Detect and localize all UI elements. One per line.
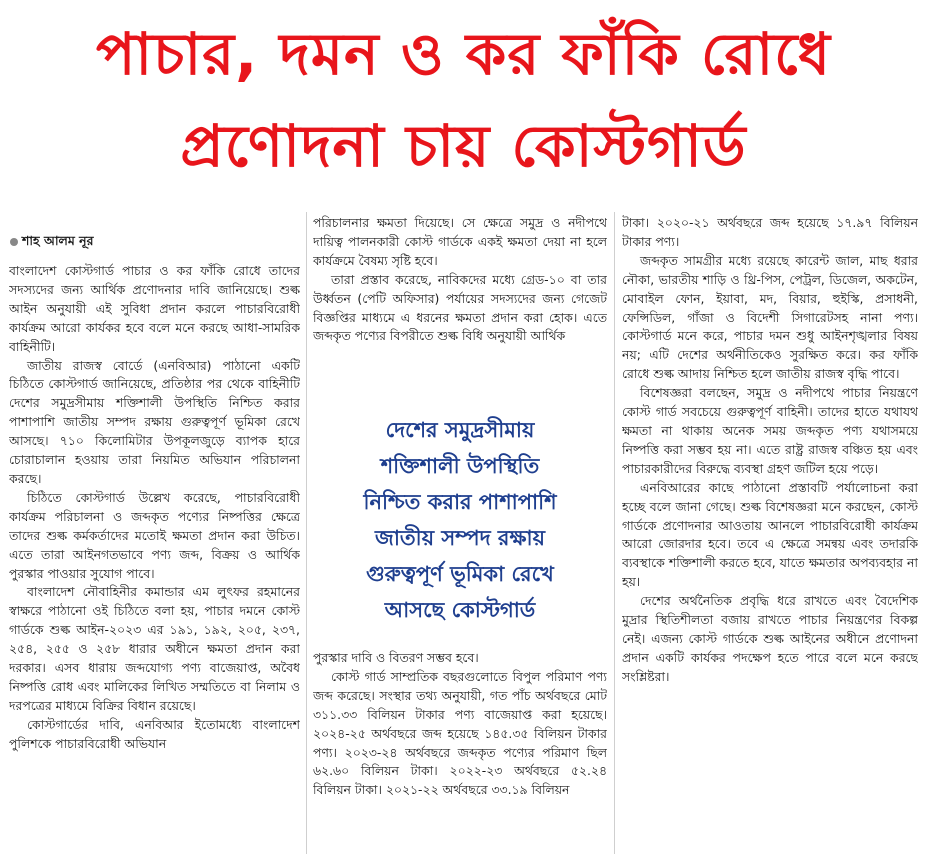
paragraph: কোস্টগার্ডের দাবি, এনবিআর ইতোমধ্যে বাংলাদেশ পুলিশকে পাচারবিরোধী অভিযান [9, 716, 300, 751]
article-column-2-top [313, 214, 607, 402]
pull-quote-line: গুরুত্বপূর্ণ ভূমিকা রেখে [366, 562, 554, 586]
paragraph: বাংলাদেশ নৌবাহিনীর কমান্ডার এম লুৎফর রহমানের স্বাক্ষরে পাঠানো ওই চিঠিতে বলা হয়, পাচার দমনে কোস্ট গার্ডকে শুল্ক আইন-২০২৩ এর ১৯১, ১৯২, ২০৫, ২৩৭, ২৫৪, ২৫৫ ও ২৫৮ ধারার অধীনে ক্ষমতা প্রদান করা দরকার। এসব ধারায় জব্দযোগ্য পণ্য বাজেয়াপ্ত, অবৈধ নিষ্পত্তি রোধ এবং মালিকের লিখিত সম্মতিতে বা নিলাম ও দরপত্রের মাধ্যমে বিক্রির বিধান রয়েছে। [9, 584, 300, 713]
paragraph: পুরস্কার দাবি ও বিতরণ সম্ভব হবে। [313, 650, 479, 665]
article-column-2-bottom [313, 649, 607, 854]
byline [10, 233, 93, 253]
paragraph: বিশেষজ্ঞরা বলছেন, সমুদ্র ও নদীপথে পাচার নিয়ন্ত্রণে কোস্ট গার্ড সবচেয়ে গুরুত্বপূর্ণ বাহিনী। তাদের হাতে যথাযথ ক্ষমতা না থাকায় অনেক সময় জব্দকৃত পণ্য যথাসময়ে নিষ্পত্তি করা সম্ভব হয় না। এতে রাষ্ট্র রাজস্ব বঞ্চিত হয় এবং পাচারকারীদের বিরুদ্ধে ব্যবস্থা গ্রহণ জটিল হয়ে পড়ে। [622, 385, 918, 476]
pull-quote-line: আসছে কোস্টগার্ড [384, 598, 536, 622]
byline-author: শাহ আলম নূর [22, 233, 94, 248]
pull-quote-line: দেশের সমুদ্রসীমায় [385, 418, 535, 442]
pull-quote-line: জাতীয় সম্পদ রক্ষায় [375, 526, 545, 550]
paragraph: পরিচালনার ক্ষমতা দিয়েছে। সে ক্ষেত্রে সমুদ্র ও নদীপথে দায়িত্ব পালনকারী কোস্ট গার্ডকে একই ক্ষমতা দেয়া না হলে কার্যক্রমে বৈষম্য সৃষ্টি হবে। [313, 215, 607, 268]
paragraph: দেশের অর্থনৈতিক প্রবৃদ্ধি ধরে রাখতে এবং বৈদেশিক মুদ্রার স্থিতিশীলতা বজায় রাখতে পাচার নিয়ন্ত্রণের বিকল্প নেই। এজন্য কোস্ট গার্ডকে শুল্ক আইনের অধীনে প্রণোদনা প্রদান একটি কার্যকর পদক্ষেপ হতে পারে বলে মনে করছে সংশ্লিষ্টরা। [622, 593, 918, 684]
paragraph: তারা প্রস্তাব করেছে, নাবিকদের মধ্যে গ্রেড-১০ বা তার উর্ধ্বতন (পেটি অফিসার) পর্যায়ের সদস্যদের জন্য গেজেট বিজ্ঞপ্তির মাধ্যমে এ ধরনের ক্ষমতা প্রদান করা হোক। এতে জব্দকৃত পণ্যের বিপরীতে শুল্ক বিধি অনুযায়ী আর্থিক [313, 271, 607, 344]
paragraph: চিঠিতে কোস্টগার্ড উল্লেখ করেছে, পাচারবিরোধী কার্যক্রম পরিচালনা ও জব্দকৃত পণ্যের নিষ্পত্তির ক্ষেত্রে তাদের শুল্ক কর্মকর্তাদের মতোই ক্ষমতা প্রদান করা উচিত। এতে তারা আইনগতভাবে পণ্য জব্দ, বিক্রয় ও আর্থিক পুরস্কার পাওয়ার সুযোগ পাবে। [9, 489, 300, 581]
paragraph: এনবিআরের কাছে পাঠানো প্রস্তাবটি পর্যালোচনা করা হচ্ছে বলে জানা গেছে। শুল্ক বিশেষজ্ঞরা মনে করছেন, কোস্ট গার্ডকে প্রণোদনার আওতায় আনলে পাচারবিরোধী কার্যক্রম আরো জোরদার হবে। তবে এ ক্ষেত্রে সমন্বয় এবং তদারকি ব্যবস্থাকে শক্তিশালী করতে হবে, যাতে ক্ষমতার অপব্যবহার না হয়। [622, 479, 918, 590]
headline-line-2: প্রণোদনা চায় কোস্টগার্ড [180, 112, 747, 180]
headline [0, 8, 927, 192]
article-column-1 [9, 262, 300, 854]
paragraph: বাংলাদেশ কোস্টগার্ড পাচার ও কর ফাঁকি রোধে তাদের সদস্যদের জন্য আর্থিক প্রণোদনার দাবি জানিয়েছে। শুল্ক আইন অনুযায়ী এই সুবিধা প্রদান করলে পাচারবিরোধী কার্যক্রম আরো কার্যকর হবে বলে মনে করছে আধা-সামরিক বাহিনীটি। [9, 263, 300, 354]
pull-quote-line: শক্তিশালী উপস্থিতি [380, 454, 540, 478]
pull-quote-line: নিশ্চিত করার পাশাপাশি [363, 490, 557, 514]
column-divider [306, 212, 307, 854]
paragraph: টাকা। ২০২০-২১ অর্থবছরে জব্দ হয়েছে ১৭.৯৭ বিলিয়ন টাকার পণ্য। [622, 215, 918, 249]
paragraph: জাতীয় রাজস্ব বোর্ডে (এনবিআর) পাঠানো একটি চিঠিতে কোস্টগার্ড জানিয়েছে, প্রতিষ্ঠার পর থেকে বাহিনীটি দেশের সমুদ্রসীমায় শক্তিশালী উপস্থিতি নিশ্চিত করার পাশাপাশি জাতীয় সম্পদ রক্ষায় গুরুত্বপূর্ণ ভূমিকা রেখে আসছে। ৭১০ কিলোমিটার উপকূলজুড়ে ব্যাপক হারে চোরাচালান হওয়ায় তারা নিয়মিত অভিযান পরিচালনা করছে। [9, 357, 300, 486]
headline-line-1: পাচার, দমন ও কর ফাঁকি রোধে [95, 20, 832, 88]
pull-quote [313, 412, 607, 637]
paragraph: জব্দকৃত সামগ্রীর মধ্যে রয়েছে কারেন্ট জাল, মাছ ধরার নৌকা, ভারতীয় শাড়ি ও থ্রি-পিস, পেট্রল, ডিজেল, অকটেন, মোবাইল ফোন, ইয়াবা, মদ, বিয়ার, হুইস্কি, প্রসাধনী, ফেন্সিডিল, গাঁজা ও বিদেশী সিগারেটসহ নানা পণ্য। কোস্টগার্ড মনে করে, পাচার দমন শুধু আইনশৃঙ্খলার বিষয় নয়; এটি দেশের অর্থনীতিকেও সুরক্ষিত করে। কর ফাঁকি রোধে শুল্ক আদায় নিশ্চিত হলে জাতীয় রাজস্ব বৃদ্ধি পাবে। [622, 252, 918, 382]
paragraph: কোস্ট গার্ড সাম্প্রতিক বছরগুলোতে বিপুল পরিমাণ পণ্য জব্দ করেছে। সংস্থার তথ্য অনুযায়ী, গত পাঁচ অর্থবছরে মোট ৩১১.৩৩ বিলিয়ন টাকার পণ্য বাজেয়াপ্ত করা হয়েছে। ২০২৪-২৫ অর্থবছরে জব্দ হয়েছে ১৪৫.৩৫ বিলিয়ন টাকার পণ্য। ২০২৩-২৪ অর্থবছরে জব্দকৃত পণ্যের পরিমাণ ছিল ৬২.৬০ বিলিয়ন টাকা। ২০২২-২৩ অর্থবছরে ৫২.২৪ বিলিয়ন টাকা। ২০২১-২২ অর্থবছরে ৩৩.১৯ বিলিয়ন [313, 668, 607, 798]
column-divider [614, 212, 615, 854]
bullet-dot-icon [10, 238, 18, 246]
article-column-3 [622, 214, 918, 854]
